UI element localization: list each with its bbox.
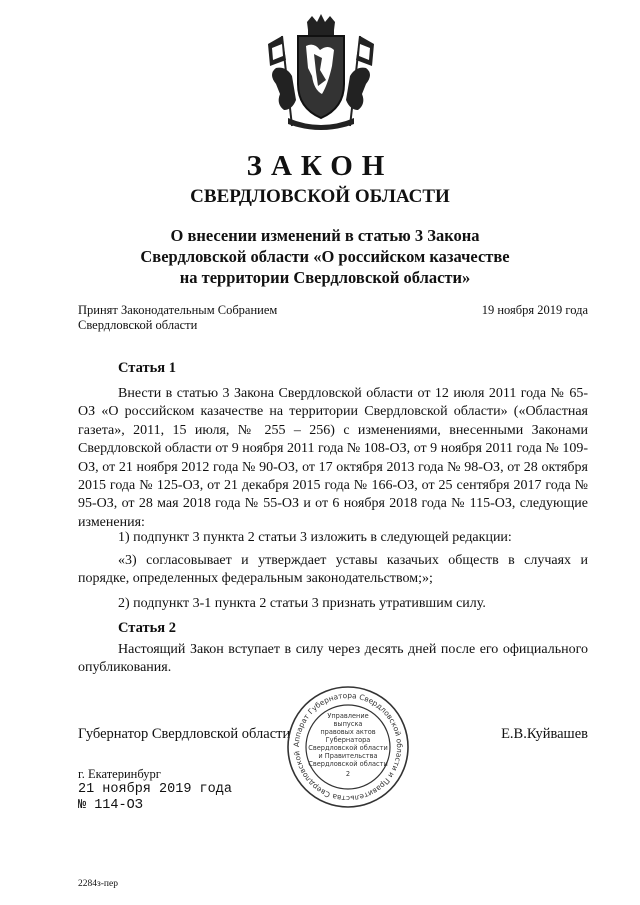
article-1-item-2: 2) подпункт 3-1 пункта 2 статьи 3 признать утратившим силу. (118, 596, 486, 611)
adoption-line: Принят Законодательным Собранием (78, 303, 278, 317)
stamp-line: Свердловской области (308, 760, 388, 768)
article-1-item-1: 1) подпункт 3 пункта 2 статьи 3 изложить в следующей редакции: (118, 530, 512, 545)
stamp-line: правовых актов (320, 728, 376, 736)
signing-date: 21 ноября 2019 года (78, 782, 232, 797)
official-stamp (285, 684, 411, 810)
adoption-body (78, 303, 338, 333)
stamp-ring-text: Аппарат Губернатора Свердловской области и Правительства Свердловской (291, 690, 405, 804)
stamp-line: 2 (345, 770, 351, 778)
region-title: СВЕРДЛОВСКОЙ ОБЛАСТИ (190, 186, 450, 207)
article-1-heading: Статья 1 (118, 360, 176, 376)
law-subject (110, 225, 540, 288)
document-code: 2284з-пер (78, 879, 118, 889)
stamp-line: выпуска (333, 720, 363, 728)
adoption-line: Свердловской области (78, 318, 198, 332)
adoption-date: 19 ноября 2019 года (481, 303, 588, 317)
stamp-line: Управление (327, 712, 369, 720)
stamp-line: и Правительства (318, 752, 378, 760)
coat-of-arms-icon (262, 14, 380, 132)
governor-title: Губернатор Свердловской области (78, 726, 291, 742)
article-2-text: Настоящий Закон вступает в силу через десять дней после его официального опубликования. (78, 642, 588, 676)
law-number: № 114-ОЗ (78, 798, 143, 813)
subject-line: на территории Свердловской области» (179, 268, 471, 287)
subject-line: О внесении изменений в статью 3 Закона (170, 226, 480, 245)
article-2-heading: Статья 2 (118, 620, 176, 636)
subject-line: Свердловской области «О российском казачестве (140, 247, 510, 266)
document-title: ЗАКОН (246, 150, 394, 182)
governor-name: Е.В.Куйвашев (501, 726, 588, 742)
stamp-line: Губернатора (325, 736, 371, 744)
article-1-item-1-text: «3) согласовывает и утверждает уставы казачьих обществ в случаях и порядке, определенных федеральным законодательством;»; (78, 553, 588, 587)
signing-city: г. Екатеринбург (78, 767, 161, 781)
stamp-line: Свердловской области (308, 744, 388, 752)
article-1-intro: Внести в статью 3 Закона Свердловской области от 12 июля 2011 года № 65-ОЗ «О российском казачестве на территории Свердловской области» («Областная газета», 2011, 15 июля, № 255 – 256) с изменениями, внесенными Законами Свердловской области от 9 ноября 2011 года № 108-ОЗ, от 9 ноября 2011 года № 109-ОЗ, от 21 ноября 2012 года № 90-ОЗ, от 17 октября 2013 года № 98-ОЗ, от 28 октября 2015 года № 125-ОЗ, от 21 декабря 2015 года № 166-ОЗ, от 25 сентября 2017 года № 95-ОЗ, от 28 мая 2018 года № 55-ОЗ и от 6 ноября 2018 года № 115-ОЗ, следующие изменения: (78, 386, 588, 530)
